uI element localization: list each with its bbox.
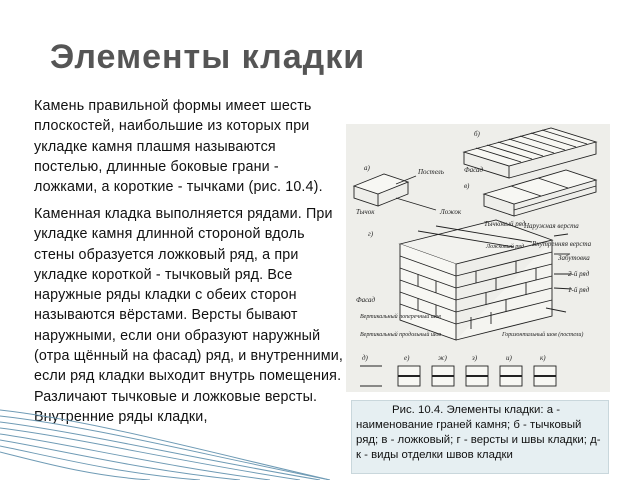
label-zabutovka: Забутовка xyxy=(558,254,590,262)
wall-section-drawing xyxy=(400,220,572,340)
label-lozhok: Ложок xyxy=(440,208,462,216)
paragraph-stone-faces: Камень правильной формы имеет шесть плоскостей, наибольшие из которых при укладке камня плашмя называются постелью, длинные боковые грани - ложками, а короткие - тычками (рис. 10.4). xyxy=(34,98,323,196)
figure-letter-e: е) xyxy=(404,354,410,362)
label-vnutrennyaya-versta: Внутренняя верста xyxy=(532,240,592,248)
label-tychkovy-ryad: Тычковый ряд xyxy=(484,220,526,228)
label-ryad1: 1-й ряд xyxy=(568,286,590,294)
label-fasad-b: Фасад xyxy=(464,166,484,174)
label-vert-prodolny: Вертикальный продольный шов xyxy=(360,332,441,338)
brick-top-face xyxy=(354,174,408,194)
paragraph-masonry-rows: Каменная кладка выполняется рядами. При укладке камня длинной стороной вдоль стены образуется ложковый ряд, а при укладке короткой - тычковый ряд. Все наружные ряды кладки с обеих сторон называются вёрстами. Версты бывают наружными, если они образуют наружный (отра щённый на фасад) ряд, и внутренними, если ряд кладки выходит внутрь помещения. Различают тычковые и ложковые версты. Внутренние ряды кладки, xyxy=(34,206,343,425)
slide-title: Элементы кладки xyxy=(50,38,366,76)
label-postel: Постель xyxy=(418,168,444,176)
stretcher-row-drawing xyxy=(484,170,596,216)
figure-letter-b: б) xyxy=(474,130,480,138)
figure-letter-a: а) xyxy=(364,164,370,172)
figure-letter-g: г) xyxy=(368,230,374,238)
label-ryad2: 2-й ряд xyxy=(568,270,590,278)
joint-types-drawing xyxy=(360,366,556,386)
label-vert-poperechny: Вертикальный поперечный шов xyxy=(360,314,441,320)
label-tychok: Тычок xyxy=(356,208,375,216)
caption-text: Рис. 10.4. Элементы кладки: а - наименование граней камня; б - тычковый ряд; в - ложковый; г - версты и швы кладки; д-к - виды отделки швов кладки xyxy=(356,404,601,461)
figure-letter-z: з) xyxy=(472,354,478,362)
label-naruzhnaya-versta: Наружная верста xyxy=(524,222,579,230)
figure-letter-k: к) xyxy=(540,354,546,362)
figure-letter-d: д) xyxy=(362,354,368,362)
figure-letter-v: в) xyxy=(464,182,470,190)
decorative-wave-lines xyxy=(0,380,330,480)
figure-caption xyxy=(351,400,609,474)
header-row-drawing xyxy=(464,128,596,178)
masonry-figure-drawing xyxy=(346,124,610,392)
label-gorizontalny: Горизонтальный шов (постели) xyxy=(502,332,584,338)
label-fasad-g: Фасад xyxy=(356,296,376,304)
masonry-figure xyxy=(346,124,610,392)
figure-letter-i: и) xyxy=(506,354,512,362)
figure-letter-zh: ж) xyxy=(438,354,447,362)
label-lozhkovy: Ложковый ряд xyxy=(486,244,524,250)
